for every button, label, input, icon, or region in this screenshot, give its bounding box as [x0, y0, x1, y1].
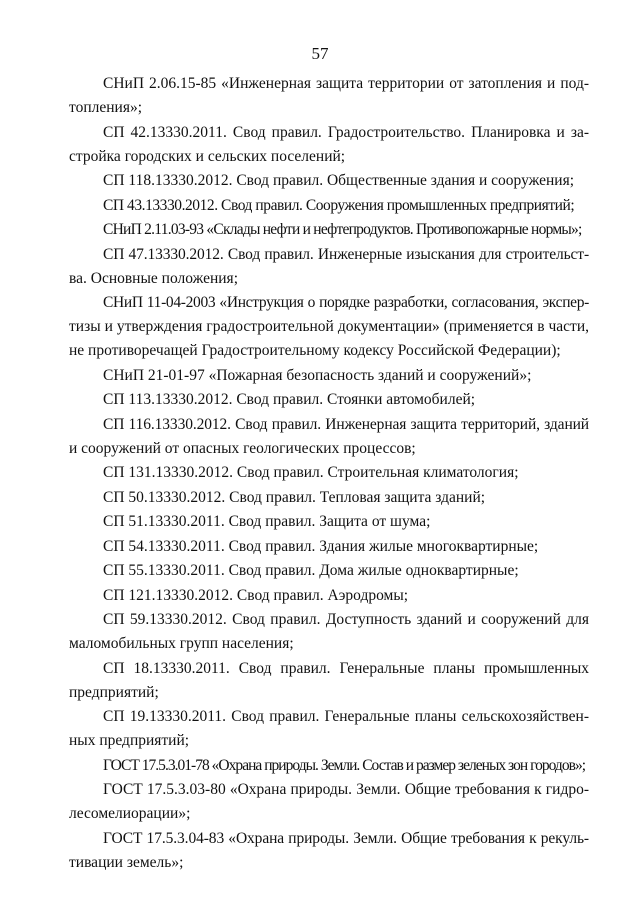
list-item [69, 121, 589, 170]
entry-line: СП 118.13330.2012. Свод правил. Общественные здания и сооружения; [103, 172, 575, 189]
list-item [69, 657, 589, 706]
entry-line: не противоречащей Градостроительному кодексу Российской Федерации); [69, 342, 561, 359]
entry-line: СП 47.13330.2012. Свод правил. Инженерные изыскания для строительст- [103, 245, 589, 263]
list-item [69, 705, 589, 754]
entry-line: ГОСТ 17.5.3.01-78 «Охрана природы. Земли. Состав и размер зеленых зон городов»; [103, 756, 586, 774]
entry-line: СП 54.13330.2011. Свод правил. Здания жилые многоквартирные; [103, 537, 539, 555]
entry-line: СП 51.13330.2011. Свод правил. Защита от шума; [103, 513, 431, 530]
list-item [69, 291, 589, 364]
entry-line: лесомелиорации»; [69, 805, 191, 822]
list-item [69, 218, 589, 243]
document-body [69, 72, 589, 875]
list-item [69, 461, 589, 486]
page-number: 57 [311, 44, 329, 63]
entry-line: тизы и утверждения градостроительной документации» (применяется в части, [69, 318, 589, 335]
list-item [69, 194, 589, 219]
entry-line: ва. Основные положения; [69, 269, 238, 287]
list-item [69, 608, 589, 657]
entry-line: СНиП 2.06.15-85 «Инженерная защита территории от затопления и под- [103, 75, 589, 92]
list-item [69, 486, 589, 511]
list-item [69, 584, 589, 609]
entry-line: предприятий; [69, 683, 159, 701]
entry-line: ГОСТ 17.5.3.03-80 «Охрана природы. Земли. Общие требования к гидро- [103, 781, 589, 798]
list-item [69, 72, 589, 121]
entry-line: маломобильных групп населения; [69, 635, 294, 652]
list-item [69, 827, 589, 876]
list-item [69, 364, 589, 389]
entry-line: СП 116.13330.2012. Свод правил. Инженерная защита территорий, зданий [103, 415, 589, 433]
list-item [69, 413, 589, 462]
entry-line: топления»; [69, 99, 143, 116]
list-item [69, 559, 589, 584]
list-item [69, 754, 589, 779]
list-item [69, 535, 589, 560]
entry-line: ных предприятий; [69, 732, 190, 749]
entry-line: СП 59.13330.2012. Свод правил. Доступность зданий и сооружений для [103, 611, 589, 628]
entry-line: СП 121.13330.2012. Свод правил. Аэродромы; [103, 586, 409, 604]
list-item [69, 510, 589, 535]
entry-line: СП 43.13330.2012. Свод правил. Сооружения промышленных предприятий; [103, 196, 575, 214]
entry-line: СНиП 21-01-97 «Пожарная безопасность зданий и сооружений»; [103, 366, 532, 384]
entry-line: СП 113.13330.2012. Свод правил. Стоянки автомобилей; [103, 391, 476, 408]
entry-line: СНиП 2.11.03-93 «Склады нефти и нефтепродуктов. Противопожарные нормы»; [103, 221, 582, 238]
entry-line: СП 18.13330.2011. Свод правил. Генеральные планы промышленных [103, 659, 589, 677]
entry-line: и сооружений от опасных геологических процессов; [69, 439, 416, 457]
entry-line: стройка городских и сельских поселений; [69, 147, 346, 165]
list-item [69, 778, 589, 827]
entry-line: СП 131.13330.2012. Свод правил. Строительная климатология; [103, 464, 519, 481]
list-item [69, 388, 589, 413]
entry-line: СП 42.13330.2011. Свод правил. Градостроительство. Планировка и за- [103, 123, 589, 141]
entry-line: СНиП 11-04-2003 «Инструкция о порядке разработки, согласования, экспер- [103, 294, 589, 311]
entry-line: СП 55.13330.2011. Свод правил. Дома жилые одноквартирные; [103, 562, 519, 579]
entry-line: СП 19.13330.2011. Свод правил. Генеральные планы сельскохозяйствен- [103, 708, 589, 725]
list-item [69, 243, 589, 292]
entry-line: ГОСТ 17.5.3.04-83 «Охрана природы. Земли. Общие требования к рекуль- [103, 829, 589, 847]
list-item [69, 169, 589, 194]
entry-line: СП 50.13330.2012. Свод правил. Тепловая защита зданий; [103, 488, 486, 506]
entry-line: тивации земель»; [69, 853, 184, 871]
